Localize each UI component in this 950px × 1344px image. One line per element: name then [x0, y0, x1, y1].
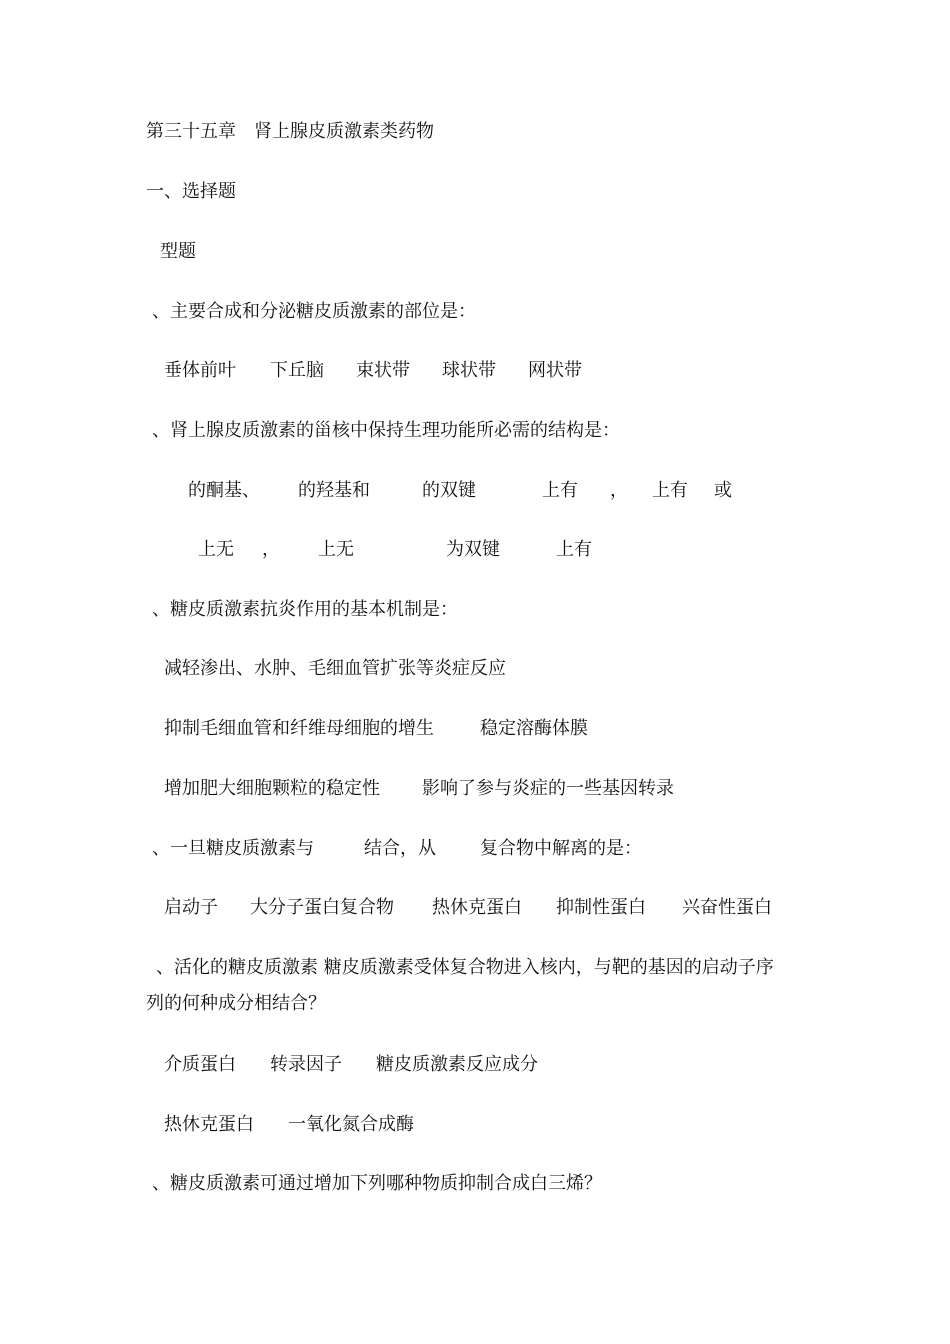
- option-text: 转录因子: [270, 1054, 342, 1075]
- option-text: 影响了参与炎症的一些基因转录: [422, 778, 674, 799]
- option-text: 束状带: [356, 360, 410, 381]
- option-text: 的酮基、: [188, 480, 260, 501]
- option-text: 下丘脑: [270, 360, 324, 381]
- option-text: 一氧化氮合成酶: [288, 1114, 414, 1135]
- option-text: 介质蛋白: [164, 1054, 236, 1075]
- section-title: 一、选择题: [146, 181, 236, 202]
- option-text: 减轻渗出、水肿、毛细血管扩张等炎症反应: [164, 658, 506, 679]
- option-text: 启动子: [164, 897, 218, 918]
- option-text: 上无: [318, 539, 354, 560]
- option-text: 上有: [556, 539, 592, 560]
- option-text: 抑制性蛋白: [556, 897, 646, 918]
- option-text: ，: [262, 539, 280, 560]
- question-type: 型题: [160, 241, 196, 262]
- document-page: 第三十五章 肾上腺皮质激素类药物 一、选择题 型题 、主要合成和分泌糖皮质激素的部位是： 垂体前叶 下丘脑 束状带 球状带 网状带 、肾上腺皮质激素的甾核中保持生理功能所必需的结构是： 的酮基、 的羟基和 的双键 上有 ， 上有 或 上无 ， 上无 为双键 上有 、糖皮质激素抗炎作用的基本机制是： 减轻渗出、水肿、毛细血管扩张等炎症反应 抑制毛细血管和纤维母细胞的增生 稳定溶酶体膜 增加肥大细胞颗粒的稳定性 影响了参与炎症的一些基因转录 、一旦糖皮质激素与 结合，从 复合物中解离的是： 启动子 大分子蛋白复合物 热休克蛋白 抑制性蛋白 兴奋性蛋白 、活化的糖皮质激素 糖皮质激素受体复合物进入核内，与靶的基因的启动子序 列的何种成分相结合？ 介质蛋白 转录因子 糖皮质激素反应成分 热休克蛋白 一氧化氮合成酶 、糖皮质激素可通过增加下列哪种物质抑制合成白三烯？: [0, 0, 950, 1344]
- option-text: 垂体前叶: [164, 360, 236, 381]
- option-text: 上有: [652, 480, 688, 501]
- chapter-title: 第三十五章 肾上腺皮质激素类药物: [146, 121, 434, 142]
- question-3-stem: 、糖皮质激素抗炎作用的基本机制是：: [152, 599, 458, 620]
- option-text: 增加肥大细胞颗粒的稳定性: [164, 778, 380, 799]
- option-text: 的双键: [422, 480, 476, 501]
- option-text: 的羟基和: [298, 480, 370, 501]
- option-text: 球状带: [442, 360, 496, 381]
- question-6-stem: 、糖皮质激素可通过增加下列哪种物质抑制合成白三烯？: [152, 1173, 602, 1194]
- option-text: 上无: [198, 539, 234, 560]
- option-text: 网状带: [528, 360, 582, 381]
- question-2-stem: 、肾上腺皮质激素的甾核中保持生理功能所必需的结构是：: [152, 420, 620, 441]
- option-text: 大分子蛋白复合物: [250, 897, 394, 918]
- option-text: 糖皮质激素反应成分: [376, 1054, 538, 1075]
- option-text: 热休克蛋白: [164, 1114, 254, 1135]
- option-text: ，: [610, 480, 628, 501]
- option-text: 上有: [542, 480, 578, 501]
- option-text: 兴奋性蛋白: [682, 897, 772, 918]
- option-text: 抑制毛细血管和纤维母细胞的增生: [164, 718, 434, 739]
- option-text: 为双键: [446, 539, 500, 560]
- option-text: 稳定溶酶体膜: [480, 718, 588, 739]
- option-text: 热休克蛋白: [432, 897, 522, 918]
- question-5-stem: 、活化的糖皮质激素 糖皮质激素受体复合物进入核内，与靶的基因的启动子序 列的何种成分相结合？: [146, 957, 774, 1014]
- question-1-stem: 、主要合成和分泌糖皮质激素的部位是：: [152, 301, 476, 322]
- option-text: 或: [714, 480, 732, 501]
